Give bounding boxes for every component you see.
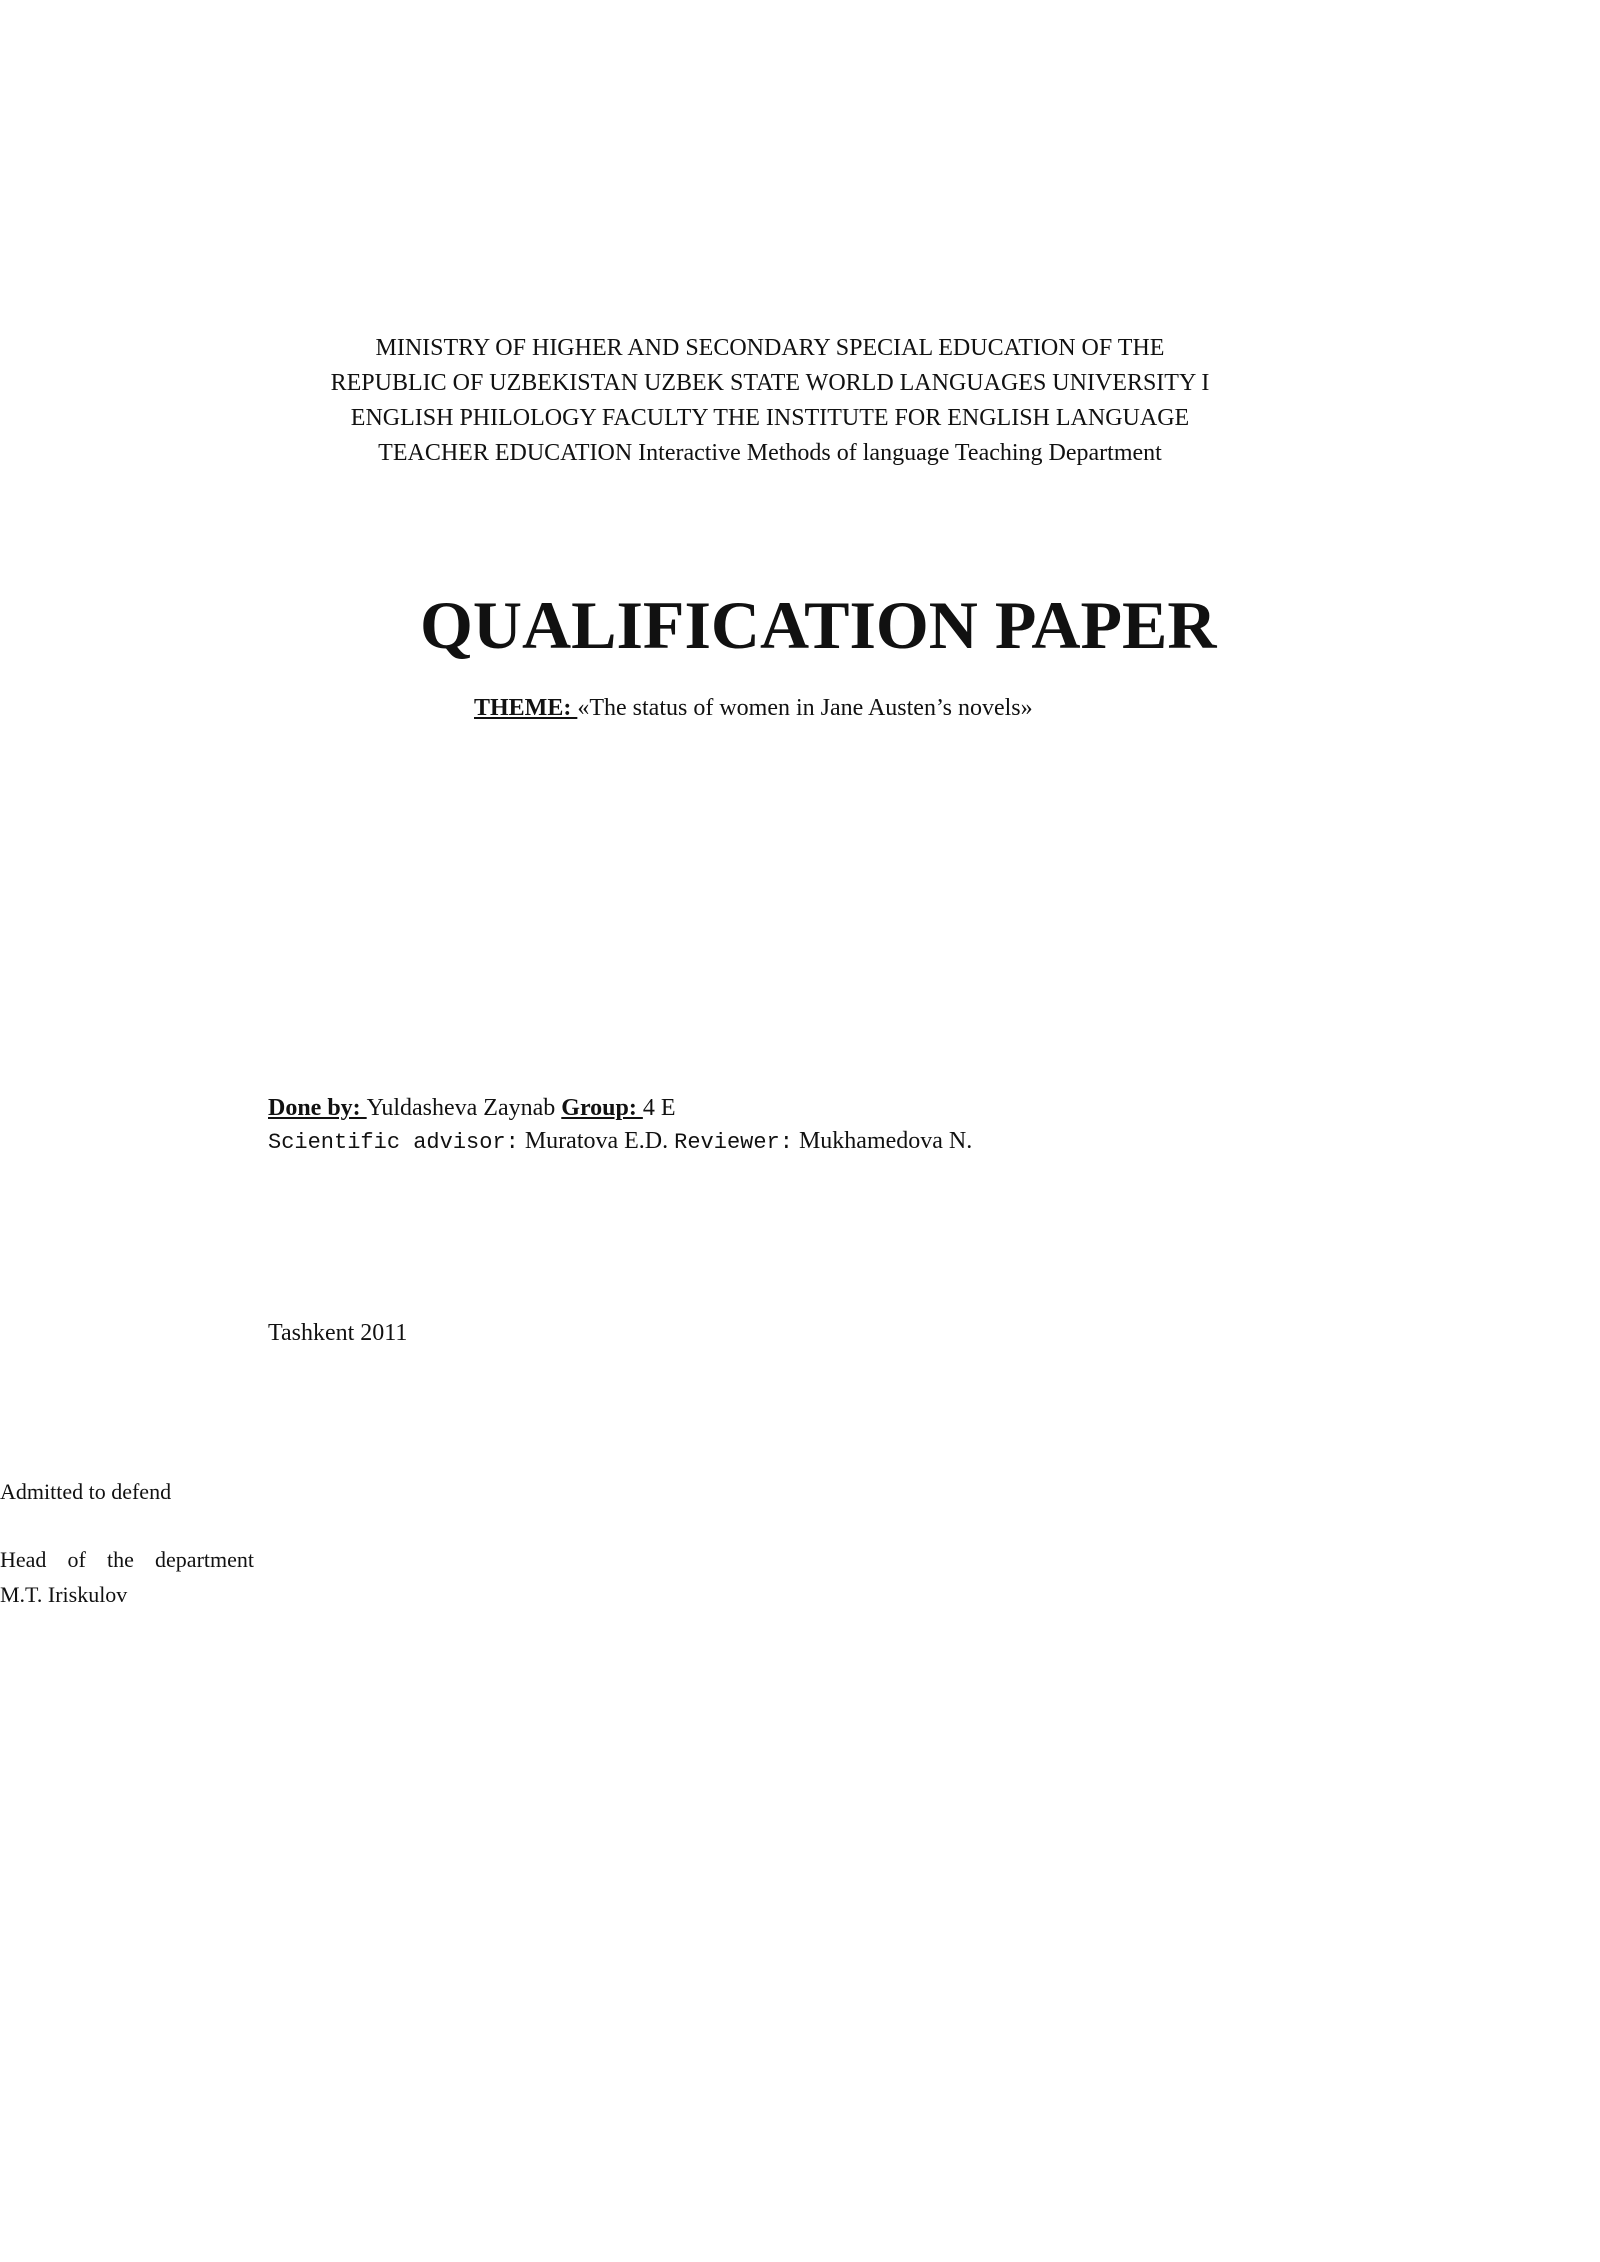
theme-label: THEME: (474, 695, 578, 721)
document-title: QUALIFICATION PAPER (420, 587, 1217, 663)
ministry-line-1: MINISTRY OF HIGHER AND SECONDARY SPECIAL EDUCATION OF THE (375, 335, 1165, 361)
theme-line (474, 693, 1033, 723)
done-by-label: Done by: (268, 1095, 367, 1121)
ministry-line-3: ENGLISH PHILOLOGY FACULTY THE INSTITUTE FOR ENGLISH LANGUAGE (350, 405, 1190, 431)
ministry-line-2: REPUBLIC OF UZBEKISTAN UZBEK STATE WORLD LANGUAGES UNIVERSITY I (330, 370, 1210, 396)
place-year: Tashkent 2011 (268, 1320, 408, 1346)
head-of-department-block (0, 1542, 254, 1612)
ministry-line-4: TEACHER EDUCATION Interactive Methods of language Teaching Department (378, 440, 1162, 466)
reviewer-label: Reviewer: (674, 1130, 793, 1155)
theme-value: «The status of women in Jane Austen’s novels» (577, 695, 1033, 721)
head-of-department-name: M.T. Iriskulov (0, 1582, 128, 1607)
head-of-department-label: Head of the department (0, 1547, 254, 1572)
advisor-value: Muratova E.D. (518, 1128, 675, 1154)
advisors-line (268, 1126, 972, 1158)
group-label: Group: (561, 1095, 643, 1121)
done-by-value: Yuldasheva Zaynab (366, 1095, 562, 1121)
ministry-header (270, 331, 1270, 471)
group-value: 4 E (642, 1095, 676, 1121)
admitted-to-defend: Admitted to defend (0, 1479, 172, 1504)
advisor-label: Scientific advisor: (268, 1130, 519, 1155)
reviewer-value: Mukhamedova N. (792, 1128, 973, 1154)
author-line (268, 1093, 676, 1123)
